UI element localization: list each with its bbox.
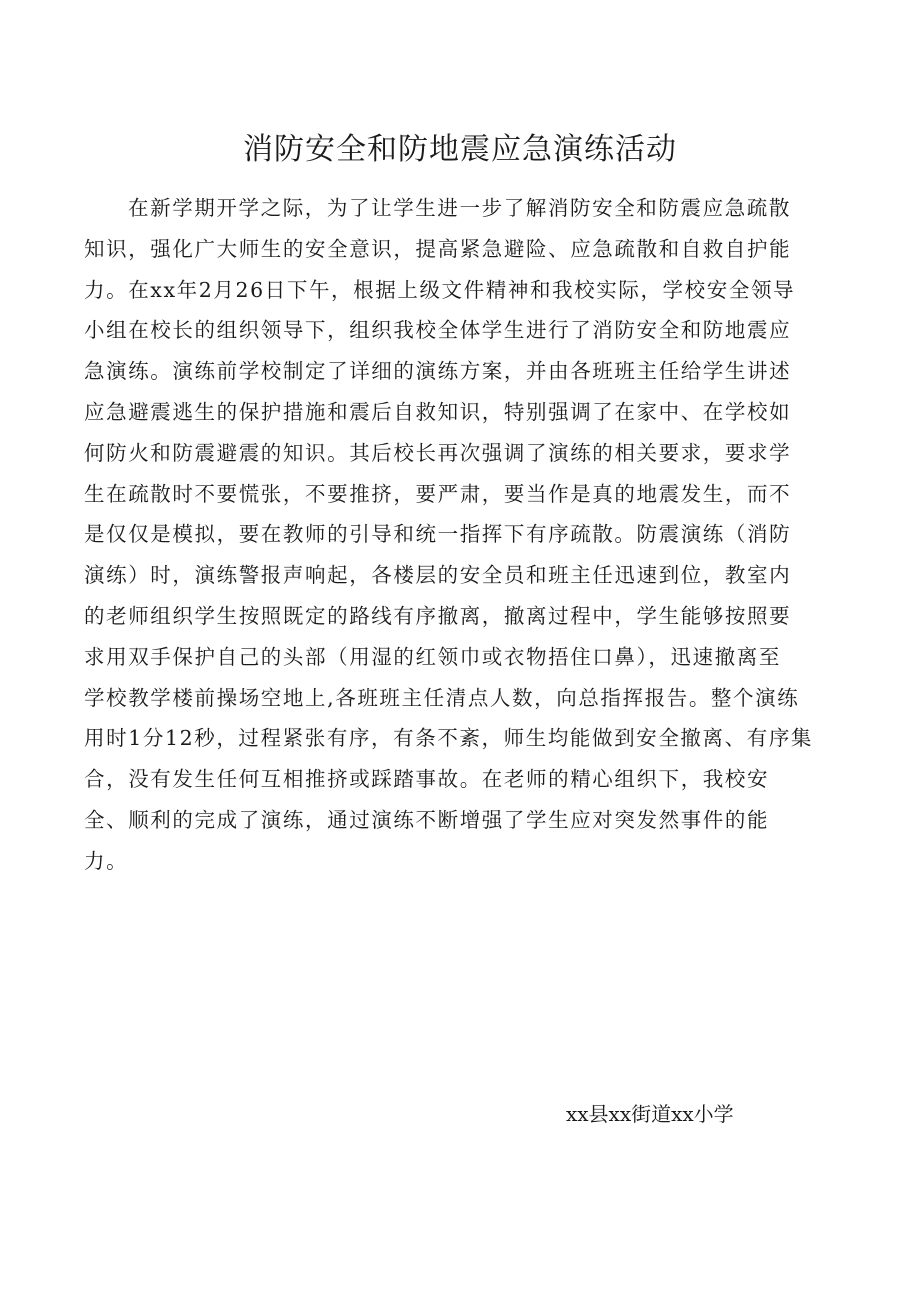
body-line: 力。 xyxy=(84,848,129,873)
body-line: 是仅仅是模拟，要在教师的引导和统一指挥下有序疏散。防震演练（消防 xyxy=(84,522,792,547)
body-line: 的老师组织学生按照既定的路线有序撤离，撤离过程中，学生能够按照要 xyxy=(84,603,792,628)
body-line: 用时1分12秒，过程紧张有序，有条不紊，师生均能做到安全撤离、有序集 xyxy=(84,726,814,751)
body-line: 应急避震逃生的保护措施和震后自救知识，特别强调了在家中、在学校如 xyxy=(84,399,792,424)
body-line: 力。在xx年2月26日下午，根据上级文件精神和我校实际，学校安全领导 xyxy=(84,277,796,302)
body-line: 知识，强化广大师生的安全意识，提高紧急避险、应急疏散和自救自护能 xyxy=(84,236,792,261)
body-line: 急演练。演练前学校制定了详细的演练方案，并由各班班主任给学生讲述 xyxy=(84,359,792,384)
body-line: 演练）时，演练警报声响起，各楼层的安全员和班主任迅速到位，教室内 xyxy=(84,563,792,588)
body-line: 何防火和防震避震的知识。其后校长再次强调了演练的相关要求，要求学 xyxy=(84,440,792,465)
body-line: 合，没有发生任何互相推挤或踩踏事故。在老师的精心组织下，我校安 xyxy=(84,767,770,792)
body-line: 求用双手保护自己的头部（用湿的红领巾或衣物捂住口鼻），迅速撤离至 xyxy=(84,644,781,669)
body-line: 全、顺利的完成了演练，通过演练不断增强了学生应对突发然事件的能 xyxy=(84,807,770,832)
body-line: 学校教学楼前操场空地上,各班班主任清点人数，向总指挥报告。整个演练 xyxy=(84,685,800,710)
document-title: 消防安全和防地震应急演练活动 xyxy=(243,132,677,167)
body-line: 小组在校长的组织领导下，组织我校全体学生进行了消防安全和防地震应 xyxy=(84,318,792,343)
document-signature: xx县xx街道xx小学 xyxy=(566,1102,734,1126)
document-body xyxy=(84,188,844,882)
body-line: 生在疏散时不要慌张，不要推挤，要严肃，要当作是真的地震发生，而不 xyxy=(84,481,792,506)
body-line: 在新学期开学之际，为了让学生进一步了解消防安全和防震应急疏散 xyxy=(128,196,791,220)
